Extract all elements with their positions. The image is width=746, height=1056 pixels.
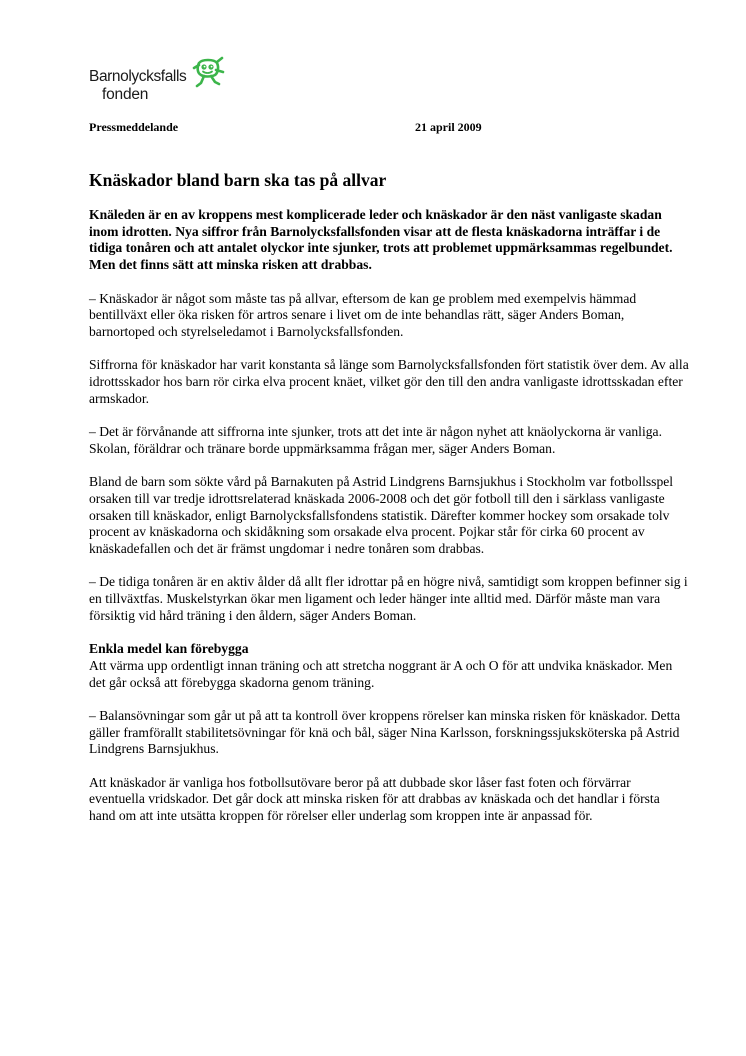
body-paragraph: – Knäskador är något som måste tas på allvar, eftersom de kan ge problem med exempelvis hämmad bentillväxt eller öka risken för artros senare i livet om de inte behandlas rätt, säger Anders Boman, barnortoped och styrelseledamot i Barnolycksfallsfonden. (89, 290, 637, 339)
section-intro-text: Att värma upp ordentligt innan träning och att stretcha noggrant är A och O för att undvika knäskador. Men det går också att förebygga skadorna genom träning. (89, 657, 673, 690)
barnolycksfallsfonden-logo (89, 56, 239, 108)
headline: Knäskador bland barn ska tas på allvar (89, 170, 387, 190)
section-subheading: Enkla medel kan förebygga (89, 641, 249, 657)
mascot-icon (190, 56, 226, 92)
body-paragraph: – Det är förvånande att siffrorna inte sjunker, trots att det inte är någon nyhet att knäolyckorna är vanliga. Skolan, föräldrar och tränare borde uppmärksamma frågan mer, säger Anders Boman. (89, 424, 662, 456)
body-paragraph: Att knäskador är vanliga hos fotbollsutövare beror på att dubbade skor låser fast foten och förvärrar eventuella vridskador. Det går dock att minska risken för att drabbas av knäskada och det handlar i första hand om att inte utsätta kroppen för rörelser eller underlag som kroppen inte är anpassad för. (89, 774, 660, 824)
logo-text-line1: Barnolycksfalls (89, 68, 187, 85)
body-paragraph: – De tidiga tonåren är en aktiv ålder då allt fler idrottar på en högre nivå, samtidigt som kroppen befinner sig i en tillväxtfas. Muskelstyrkan ökar men ligament och leder hänger inte alltid med. Därför måste man vara försiktig vid hård träning i den åldern, säger Anders Boman. (89, 574, 688, 623)
release-date: 21 april 2009 (415, 120, 482, 134)
body-paragraph: Siffrorna för knäskador har varit konstanta så länge som Barnolycksfallsfonden fört statistik över dem. Av alla idrottsskador hos barn rör cirka elva procent knäet, vilket gör den till den andra vanligaste idrottsskadan efter armskador. (89, 357, 689, 406)
body-paragraph: Bland de barn som sökte vård på Barnakuten på Astrid Lindgrens Barnsjukhus i Stockholm var fotbollsspel orsaken till var tredje idrottsrelaterad knäskada 2006-2008 och det gör fotboll till den i särklass vanligaste orsaken till knäskador, enligt Barnolycksfallsfondens statistik. Därefter kommer hockey som orsakade tolv procent av knäskadorna och skidåkning som orsakade elva procent. Pojkar står för cirka 60 procent av knäskadefallen och det är främst ungdomar i nedre tonåren som drabbas. (89, 474, 674, 556)
document-type-label: Pressmeddelande (89, 120, 179, 134)
logo-text-line2: fonden (102, 86, 149, 103)
article-body (89, 207, 689, 842)
body-paragraph: – Balansövningar som går ut på att ta kontroll över kroppens rörelser kan minska risken för knäskador. Detta gäller framförallt stabilitetsövningar för knä och bål, säger Nina Karlsson, forskningssjuksköterska på Astrid Lindgrens Barnsjukhus. (89, 707, 681, 757)
section-intro (89, 641, 689, 691)
lead-paragraph: Knäleden är en av kroppens mest komplicerade leder och knäskador är den näst vanligaste skadan inom idrotten. Nya siffror från Barnolycksfallsfonden visar att de flesta knäskadorna inträffar i de tidiga tonåren och att antalet olyckor inte sjunker, trots att problemet uppmärksammas regelbundet. Men det finns sätt att minska risken att drabbas. (89, 207, 673, 273)
